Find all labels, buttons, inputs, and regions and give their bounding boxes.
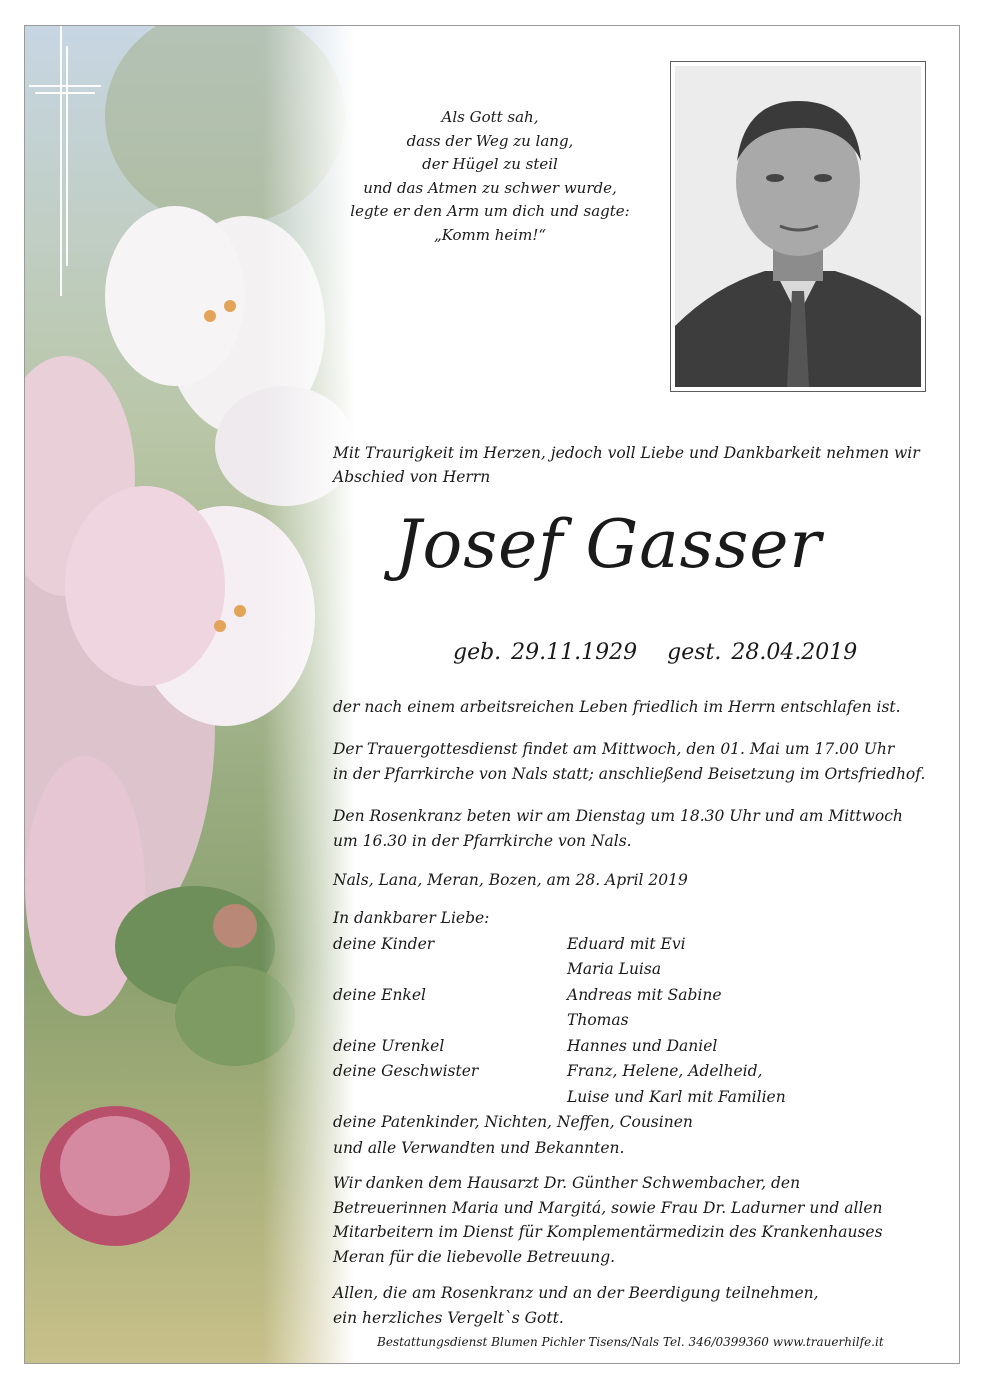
intro-line: Abschied von Herrn xyxy=(333,468,491,486)
family-heading: In dankbarer Liebe: xyxy=(333,909,490,927)
family-row xyxy=(333,957,933,983)
relation xyxy=(333,957,567,983)
members: Maria Luisa xyxy=(567,960,662,978)
paragraph xyxy=(333,737,943,786)
family-closing-line: und alle Verwandten und Bekannten. xyxy=(333,1138,625,1157)
poem-line: dass der Weg zu lang, xyxy=(406,131,574,150)
paragraph-line: um 16.30 in der Pfarrkirche von Nals. xyxy=(333,831,632,850)
poem-line: Als Gott sah, xyxy=(441,108,539,126)
thanks-paragraph xyxy=(333,1171,943,1269)
members: Eduard mit Evi xyxy=(567,934,686,953)
poem-line: legte er den Arm um dich und sagte: xyxy=(350,202,630,220)
paragraph-line: Nals, Lana, Meran, Bozen, am 28. April 2019 xyxy=(333,871,688,889)
relation: deine Kinder xyxy=(333,934,435,953)
intro-text xyxy=(333,441,933,489)
paragraph-line: in der Pfarrkirche von Nals statt; anschließend Beisetzung im Ortsfriedhof. xyxy=(333,764,926,783)
members: Thomas xyxy=(567,1011,629,1029)
poem-line: und das Atmen zu schwer wurde, xyxy=(363,178,617,197)
family-closing-line: deine Patenkinder, Nichten, Neffen, Cousinen xyxy=(333,1113,693,1131)
relation xyxy=(333,1008,567,1034)
obituary-card xyxy=(24,25,960,1364)
portrait-photo xyxy=(670,61,926,392)
poem-line: der Hügel zu steil xyxy=(422,155,558,173)
thanks-line: Meran für die liebevolle Betreuung. xyxy=(333,1247,616,1266)
relation: deine Geschwister xyxy=(333,1062,479,1080)
poem-line: „Komm heim!“ xyxy=(433,225,547,244)
family-row xyxy=(333,1008,933,1034)
family-list xyxy=(333,906,933,1161)
footer-credit: Bestattungsdienst Blumen Pichler Tisens/Nals Tel. 346/0399360 www.trauerhilfe.it xyxy=(377,1335,884,1349)
final-line: ein herzliches Vergelt`s Gott. xyxy=(333,1308,564,1327)
paragraph-line: Der Trauergottesdienst findet am Mittwoch, den 01. Mai um 17.00 Uhr xyxy=(333,740,895,758)
members: Andreas mit Sabine xyxy=(567,985,722,1004)
paragraph xyxy=(333,868,943,893)
intro-line: Mit Traurigkeit im Herzen, jedoch voll Liebe und Dankbarkeit nehmen wir xyxy=(333,444,920,462)
members: Hannes und Daniel xyxy=(567,1036,718,1055)
members: Franz, Helene, Adelheid, xyxy=(567,1062,763,1080)
blossom-photo xyxy=(25,26,355,1363)
paragraph-line: der nach einem arbeitsreichen Leben friedlich im Herrn entschlafen ist. xyxy=(333,698,901,716)
relation: deine Urenkel xyxy=(333,1036,445,1055)
paragraph-line: Den Rosenkranz beten wir am Dienstag um 18.30 Uhr und am Mittwoch xyxy=(333,807,903,825)
paragraph xyxy=(333,695,943,720)
relation xyxy=(333,1085,567,1111)
relation: deine Enkel xyxy=(333,985,426,1004)
poem xyxy=(325,106,655,247)
thanks-line: Wir danken dem Hausarzt Dr. Günther Schwembacher, den xyxy=(333,1174,801,1192)
family-row xyxy=(333,983,933,1009)
paragraph xyxy=(333,804,943,853)
thanks-line: Mitarbeitern im Dienst für Komplementärmedizin des Krankenhauses xyxy=(333,1223,883,1241)
final-paragraph xyxy=(333,1281,943,1330)
cross-icon xyxy=(25,26,105,296)
final-line: Allen, die am Rosenkranz und an der Beerdigung teilnehmen, xyxy=(333,1284,819,1302)
members: Luise und Karl mit Familien xyxy=(567,1087,786,1106)
thanks-line: Betreuerinnen Maria und Margitá, sowie Frau Dr. Ladurner und allen xyxy=(333,1198,883,1217)
family-row xyxy=(333,1059,933,1085)
deceased-name: Josef Gasser xyxy=(395,506,822,583)
family-row xyxy=(333,932,933,958)
life-dates: geb. 29.11.1929 gest. 28.04.2019 xyxy=(453,640,858,665)
family-row xyxy=(333,1034,933,1060)
family-row xyxy=(333,1085,933,1111)
